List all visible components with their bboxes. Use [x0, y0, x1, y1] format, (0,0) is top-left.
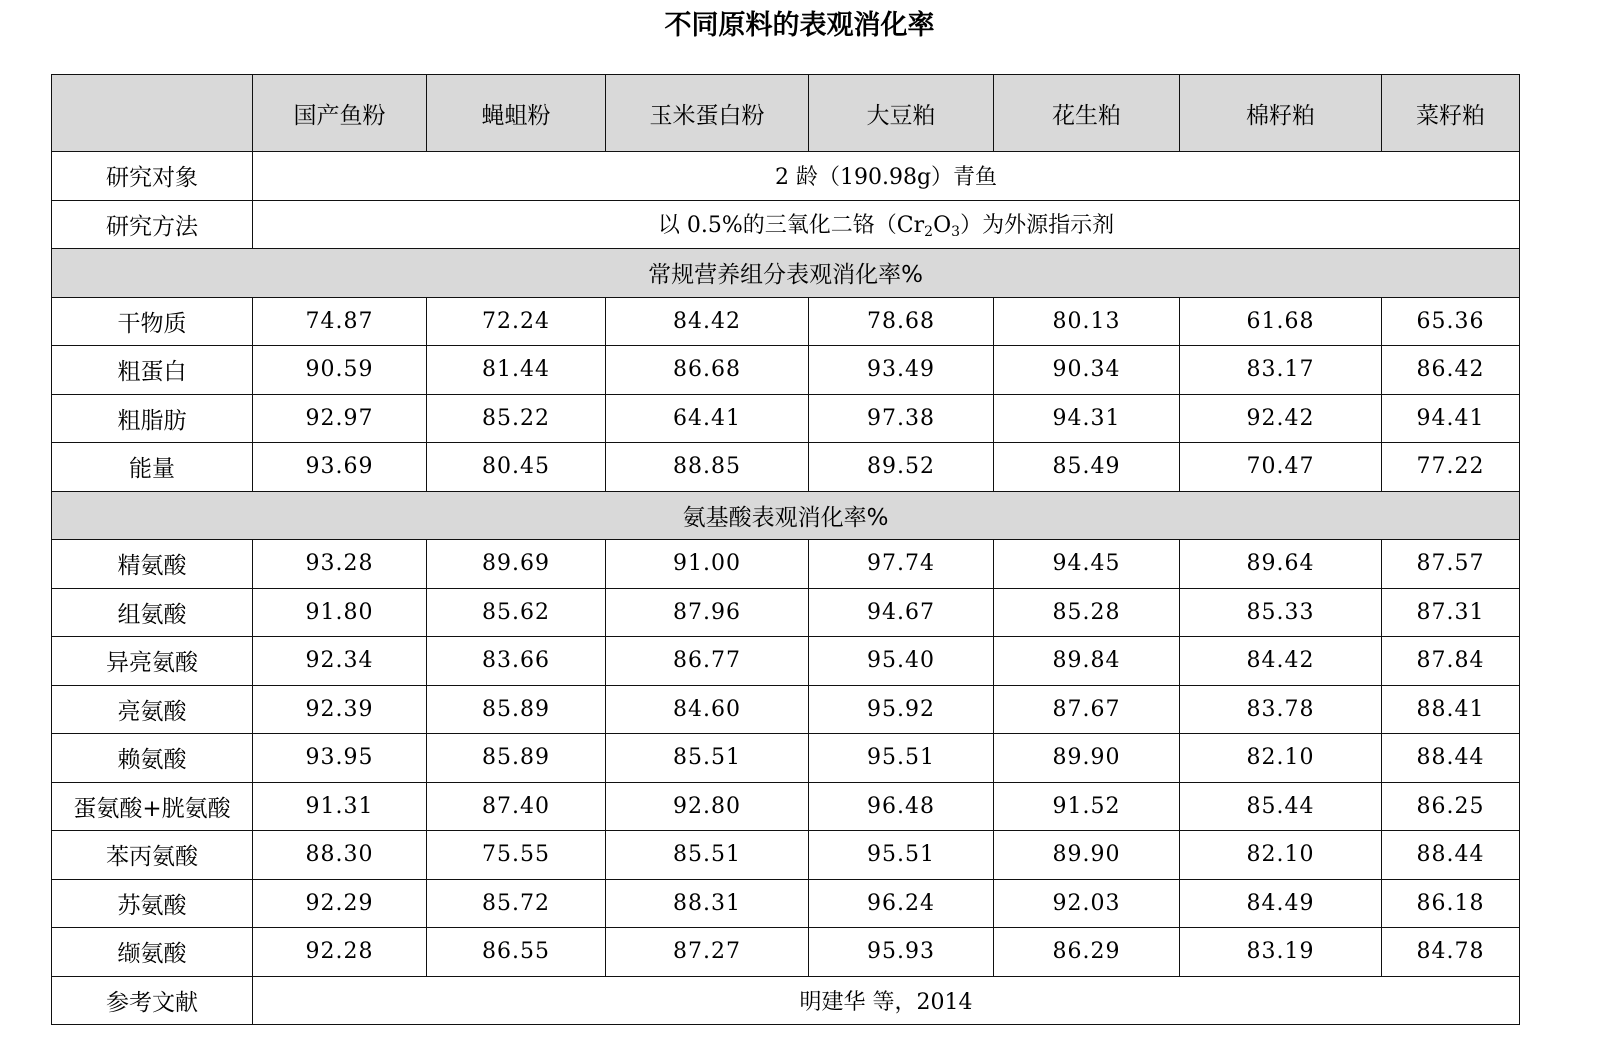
value-cell: 94.41	[1382, 394, 1520, 443]
header-corner	[52, 75, 253, 152]
value-cell: 85.51	[606, 831, 809, 880]
table-row	[52, 394, 1520, 443]
value-cell: 88.41	[1382, 685, 1520, 734]
value-cell: 93.69	[253, 443, 427, 492]
row-label: 粗脂肪	[52, 394, 253, 443]
value-cell: 75.55	[427, 831, 606, 880]
value-cell: 89.90	[994, 734, 1180, 783]
reference-row	[52, 976, 1520, 1025]
row-label: 粗蛋白	[52, 346, 253, 395]
section-header-amino-acids	[52, 491, 1520, 540]
column-header: 花生粕	[994, 75, 1180, 152]
row-label: 参考文献	[52, 976, 253, 1025]
value-cell: 74.87	[253, 297, 427, 346]
table-row	[52, 588, 1520, 637]
value-cell: 87.57	[1382, 540, 1520, 589]
value-cell: 92.97	[253, 394, 427, 443]
value-cell: 88.44	[1382, 734, 1520, 783]
value-cell: 80.13	[994, 297, 1180, 346]
value-cell: 85.44	[1180, 782, 1382, 831]
value-cell: 82.10	[1180, 831, 1382, 880]
value-cell: 91.00	[606, 540, 809, 589]
value-cell: 84.49	[1180, 879, 1382, 928]
section-title: 氨基酸表观消化率%	[52, 491, 1520, 540]
value-cell: 93.49	[809, 346, 994, 395]
row-label: 异亮氨酸	[52, 637, 253, 686]
header-row	[52, 75, 1520, 152]
method-sub-1: 2	[924, 224, 934, 241]
value-cell: 85.49	[994, 443, 1180, 492]
value-cell: 97.38	[809, 394, 994, 443]
table-row	[52, 685, 1520, 734]
value-cell: 88.85	[606, 443, 809, 492]
value-cell: 87.96	[606, 588, 809, 637]
value-cell: 85.62	[427, 588, 606, 637]
value-cell: 89.52	[809, 443, 994, 492]
value-cell: 91.80	[253, 588, 427, 637]
value-cell: 85.28	[994, 588, 1180, 637]
table-row	[52, 346, 1520, 395]
value-cell: 88.31	[606, 879, 809, 928]
row-label: 苏氨酸	[52, 879, 253, 928]
reference-value: 明建华 等，2014	[253, 976, 1520, 1025]
table-row	[52, 734, 1520, 783]
value-cell: 85.51	[606, 734, 809, 783]
value-cell: 87.40	[427, 782, 606, 831]
value-cell: 86.77	[606, 637, 809, 686]
value-cell: 88.44	[1382, 831, 1520, 880]
value-cell: 90.34	[994, 346, 1180, 395]
row-label: 苯丙氨酸	[52, 831, 253, 880]
value-cell: 86.42	[1382, 346, 1520, 395]
value-cell: 89.90	[994, 831, 1180, 880]
value-cell: 65.36	[1382, 297, 1520, 346]
value-cell: 83.19	[1180, 928, 1382, 977]
value-cell: 72.24	[427, 297, 606, 346]
value-cell: 86.29	[994, 928, 1180, 977]
table-row	[52, 637, 1520, 686]
column-header: 菜籽粕	[1382, 75, 1520, 152]
value-cell: 93.95	[253, 734, 427, 783]
table-row	[52, 928, 1520, 977]
value-cell: 85.89	[427, 685, 606, 734]
row-label: 精氨酸	[52, 540, 253, 589]
value-cell: 86.55	[427, 928, 606, 977]
column-header: 大豆粕	[809, 75, 994, 152]
method-mid: O	[933, 213, 952, 239]
value-cell: 95.51	[809, 831, 994, 880]
value-cell: 61.68	[1180, 297, 1382, 346]
value-cell: 94.67	[809, 588, 994, 637]
table-title: 不同原料的表观消化率	[664, 10, 935, 41]
row-label: 组氨酸	[52, 588, 253, 637]
value-cell: 95.40	[809, 637, 994, 686]
value-cell: 84.60	[606, 685, 809, 734]
value-cell: 70.47	[1180, 443, 1382, 492]
value-cell: 93.28	[253, 540, 427, 589]
value-cell: 92.29	[253, 879, 427, 928]
value-cell: 85.33	[1180, 588, 1382, 637]
section-title: 常规营养组分表观消化率%	[52, 249, 1520, 298]
value-cell: 92.80	[606, 782, 809, 831]
column-header: 国产鱼粉	[253, 75, 427, 152]
method-value	[253, 200, 1520, 249]
row-label: 缬氨酸	[52, 928, 253, 977]
value-cell: 92.42	[1180, 394, 1382, 443]
value-cell: 87.67	[994, 685, 1180, 734]
value-cell: 90.59	[253, 346, 427, 395]
row-label: 能量	[52, 443, 253, 492]
value-cell: 92.28	[253, 928, 427, 977]
value-cell: 91.52	[994, 782, 1180, 831]
value-cell: 87.27	[606, 928, 809, 977]
value-cell: 82.10	[1180, 734, 1382, 783]
table-row	[52, 879, 1520, 928]
method-sub-2: 3	[951, 224, 961, 241]
value-cell: 85.22	[427, 394, 606, 443]
value-cell: 87.84	[1382, 637, 1520, 686]
value-cell: 85.89	[427, 734, 606, 783]
digestibility-table	[51, 74, 1520, 1025]
value-cell: 87.31	[1382, 588, 1520, 637]
method-prefix: 以 0.5%的三氧化二铬（Cr	[657, 213, 925, 239]
value-cell: 92.34	[253, 637, 427, 686]
table-row	[52, 443, 1520, 492]
value-cell: 95.93	[809, 928, 994, 977]
row-label: 亮氨酸	[52, 685, 253, 734]
value-cell: 88.30	[253, 831, 427, 880]
value-cell: 83.17	[1180, 346, 1382, 395]
value-cell: 84.42	[1180, 637, 1382, 686]
value-cell: 89.64	[1180, 540, 1382, 589]
value-cell: 95.92	[809, 685, 994, 734]
value-cell: 91.31	[253, 782, 427, 831]
value-cell: 78.68	[809, 297, 994, 346]
column-header: 玉米蛋白粉	[606, 75, 809, 152]
table-row	[52, 297, 1520, 346]
value-cell: 95.51	[809, 734, 994, 783]
value-cell: 84.78	[1382, 928, 1520, 977]
column-header: 棉籽粕	[1180, 75, 1382, 152]
method-suffix: ）为外源指示剂	[960, 213, 1115, 239]
row-label: 赖氨酸	[52, 734, 253, 783]
row-label: 干物质	[52, 297, 253, 346]
value-cell: 84.42	[606, 297, 809, 346]
section-header-nutrients	[52, 249, 1520, 298]
value-cell: 64.41	[606, 394, 809, 443]
value-cell: 89.69	[427, 540, 606, 589]
value-cell: 92.39	[253, 685, 427, 734]
value-cell: 89.84	[994, 637, 1180, 686]
subject-value: 2 龄（190.98g）青鱼	[253, 152, 1520, 201]
value-cell: 94.45	[994, 540, 1180, 589]
table-row	[52, 831, 1520, 880]
row-label: 研究对象	[52, 152, 253, 201]
table-row	[52, 540, 1520, 589]
value-cell: 94.31	[994, 394, 1180, 443]
value-cell: 81.44	[427, 346, 606, 395]
value-cell: 85.72	[427, 879, 606, 928]
value-cell: 97.74	[809, 540, 994, 589]
value-cell: 86.68	[606, 346, 809, 395]
method-row	[52, 200, 1520, 249]
value-cell: 92.03	[994, 879, 1180, 928]
value-cell: 77.22	[1382, 443, 1520, 492]
value-cell: 86.25	[1382, 782, 1520, 831]
column-header: 蝇蛆粉	[427, 75, 606, 152]
value-cell: 86.18	[1382, 879, 1520, 928]
value-cell: 96.24	[809, 879, 994, 928]
row-label: 蛋氨酸+胱氨酸	[52, 782, 253, 831]
value-cell: 83.66	[427, 637, 606, 686]
value-cell: 80.45	[427, 443, 606, 492]
value-cell: 83.78	[1180, 685, 1382, 734]
row-label: 研究方法	[52, 200, 253, 249]
table-row	[52, 782, 1520, 831]
subject-row	[52, 152, 1520, 201]
value-cell: 96.48	[809, 782, 994, 831]
